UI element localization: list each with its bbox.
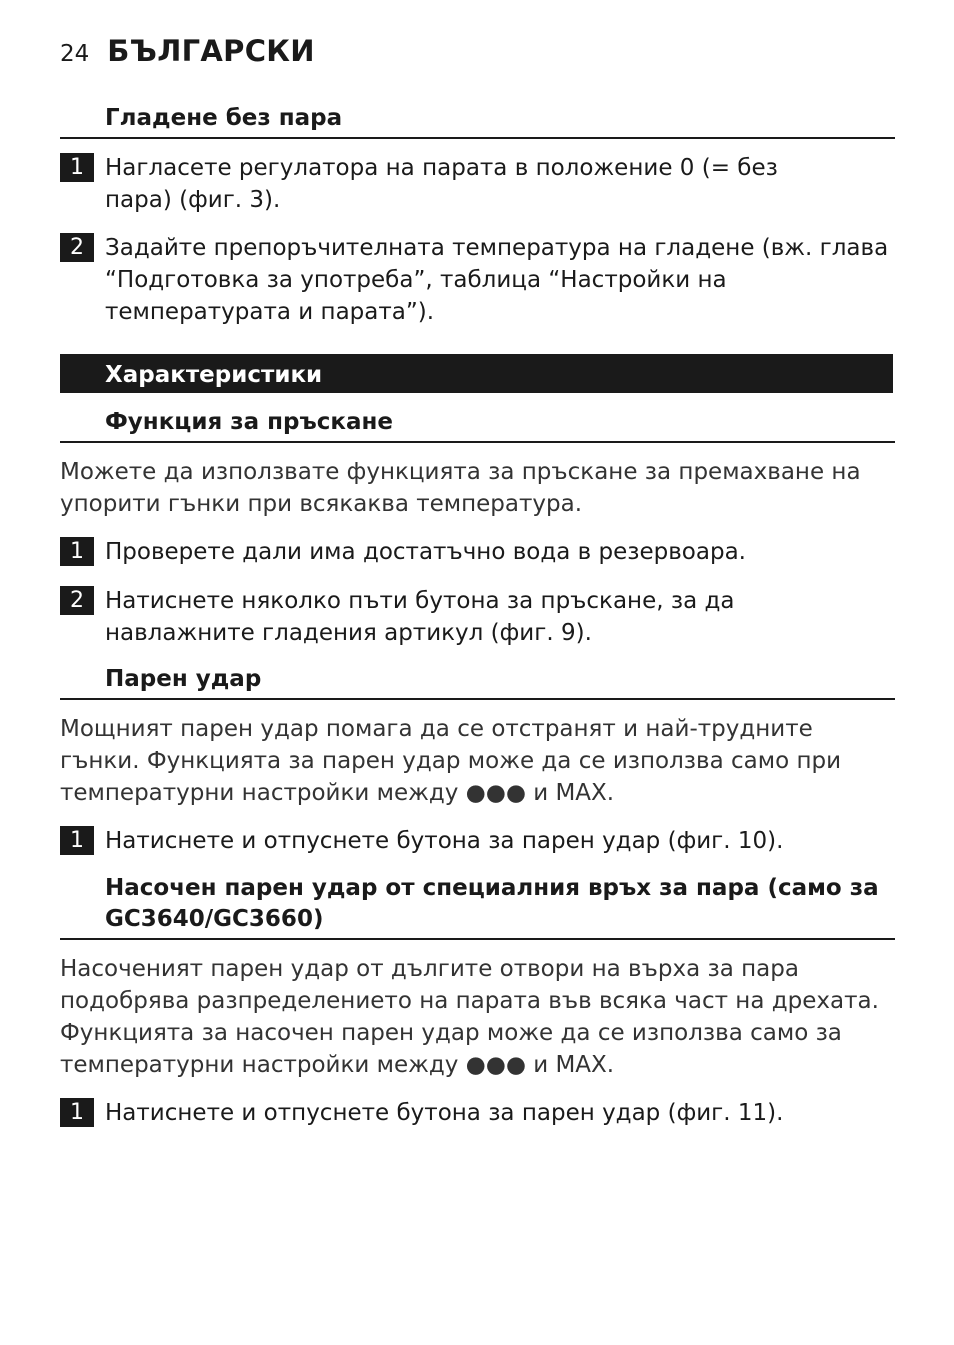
subsection-heading: Гладене без пара xyxy=(60,103,895,139)
page-header xyxy=(60,34,315,68)
step-number-badge: 2 xyxy=(60,233,94,262)
subsection-heading: Функция за пръскане xyxy=(60,407,895,443)
step-item xyxy=(60,152,890,216)
step-text: Натиснете и отпуснете бутона за парен удар (фиг. 11). xyxy=(105,1100,784,1126)
subsection-spray xyxy=(60,407,895,443)
language-title: БЪЛГАРСКИ xyxy=(107,34,315,68)
subsection-steam-shot xyxy=(60,664,895,700)
step-text: Нагласете регулатора на парата в положение 0 (= без пара) (фиг. 3). xyxy=(105,155,778,213)
step-item xyxy=(60,825,890,857)
step-number-badge: 1 xyxy=(60,537,94,566)
step-number-badge: 1 xyxy=(60,826,94,855)
subsection-tip-steam-shot xyxy=(60,873,895,940)
subsection-ironing-no-steam xyxy=(60,103,895,139)
step-item xyxy=(60,536,890,568)
step-number-badge: 1 xyxy=(60,1098,94,1127)
step-item xyxy=(60,1097,890,1129)
subsection-heading: Насочен парен удар от специалния връх за пара (само за GC3640/GC3660) xyxy=(60,873,895,940)
step-text: Проверете дали има достатъчно вода в резервоара. xyxy=(105,539,746,565)
page-number: 24 xyxy=(60,41,90,67)
paragraph: Мощният парен удар помага да се отстранят и най-трудните гънки. Функцията за парен удар може да се използва само при температурни настройки между ●●● и MAX. xyxy=(60,716,842,806)
step-item xyxy=(60,232,890,328)
step-number-badge: 2 xyxy=(60,586,94,615)
step-item xyxy=(60,585,890,649)
step-text: Натиснете няколко пъти бутона за пръскане, за да навлажните гладения артикул (фиг. 9). xyxy=(105,588,735,646)
step-number-badge: 1 xyxy=(60,153,94,182)
paragraph: Можете да използвате функцията за пръскане за премахване на упорити гънки при всякаква температура. xyxy=(60,459,861,517)
subsection-heading: Парен удар xyxy=(60,664,895,700)
paragraph: Насоченият парен удар от дългите отвори на върха за пара подобрява разпределението на парата във всяка част на дрехата. Функцията за насочен парен удар може да се използва само за температурни настройки между ●●● и MAX. xyxy=(60,956,879,1078)
step-text: Натиснете и отпуснете бутона за парен удар (фиг. 10). xyxy=(105,828,784,854)
step-text: Задайте препоръчителната температура на гладене (вж. глава “Подготовка за употреба”, таблица “Настройки на температурата и парата”). xyxy=(105,235,889,325)
section-heading-bar: Характеристики xyxy=(60,354,893,393)
